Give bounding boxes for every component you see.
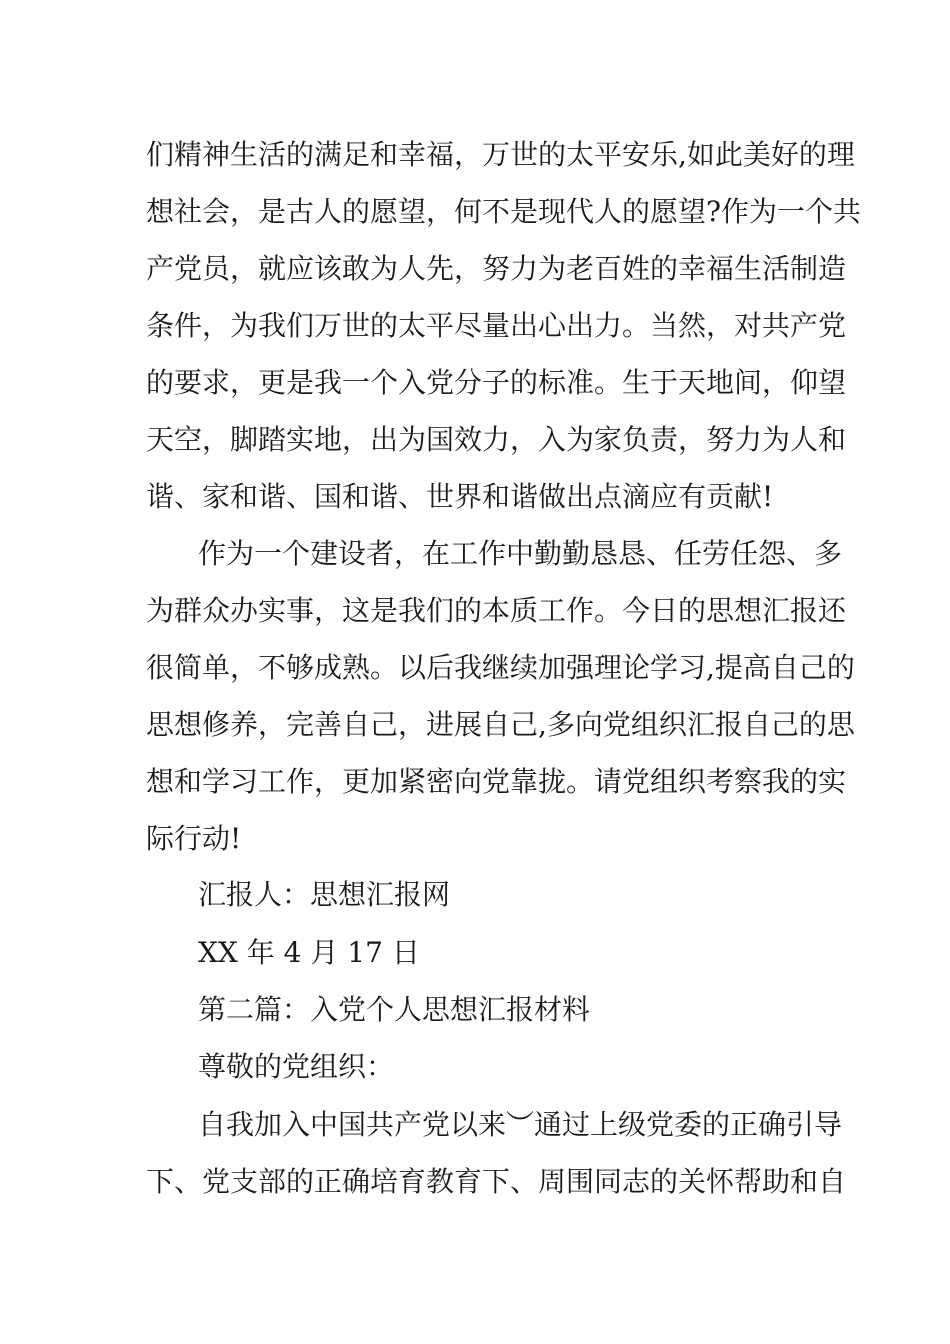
- paragraph-line: 思想修养，完善自己，进展自己,多向党组织汇报自己的思: [146, 708, 855, 741]
- paragraph-line: 下、党支部的正确培育教育下、周围同志的关怀帮助和自: [146, 1165, 847, 1198]
- paragraph-3: [146, 1096, 847, 1210]
- paragraph-line: 为群众办实事，这是我们的本质工作。今日的思想汇报还: [146, 594, 847, 627]
- date-line: XX 年 4 月 17 日: [198, 936, 420, 969]
- paragraph-line: 天空，脚踏实地，出为国效力，入为家负责，努力为人和: [146, 423, 847, 456]
- paragraph-line: 想社会，是古人的愿望，何不是现代人的愿望?作为一个共: [146, 195, 862, 228]
- paragraph-line: 际行动!: [146, 822, 242, 855]
- paragraph-line: 们精神生活的满足和幸福，万世的太平安乐,如此美好的理: [146, 138, 855, 171]
- paragraph-line: 条件，为我们万世的太平尽量出心出力。当然，对共产党: [146, 309, 847, 342]
- paragraph-1: [146, 126, 862, 525]
- paragraph-line: 自我加入中国共产党以来︶通过上级党委的正确引导: [198, 1108, 843, 1141]
- reporter-line: 汇报人：思想汇报网: [198, 878, 451, 911]
- paragraph-line: 产党员，就应该敢为人先，努力为老百姓的幸福生活制造: [146, 252, 847, 285]
- paragraph-line: 想和学习工作，更加紧密向党靠拢。请党组织考察我的实: [146, 765, 847, 798]
- paragraph-line: 很简单，不够成熟。以后我继续加强理论学习,提高自己的: [146, 651, 855, 684]
- paragraph-2: [146, 525, 855, 867]
- paragraph-line: 的要求，更是我一个入党分子的标准。生于天地间，仰望: [146, 366, 847, 399]
- paragraph-line: 谐、家和谐、国和谐、世界和谐做出点滴应有贡献!: [146, 480, 774, 513]
- section-title: 第二篇：入党个人思想汇报材料: [198, 993, 591, 1026]
- paragraph-line: 作为一个建设者，在工作中勤勤恳恳、任劳任怨、多: [198, 537, 843, 570]
- salutation: 尊敬的党组织：: [198, 1050, 395, 1083]
